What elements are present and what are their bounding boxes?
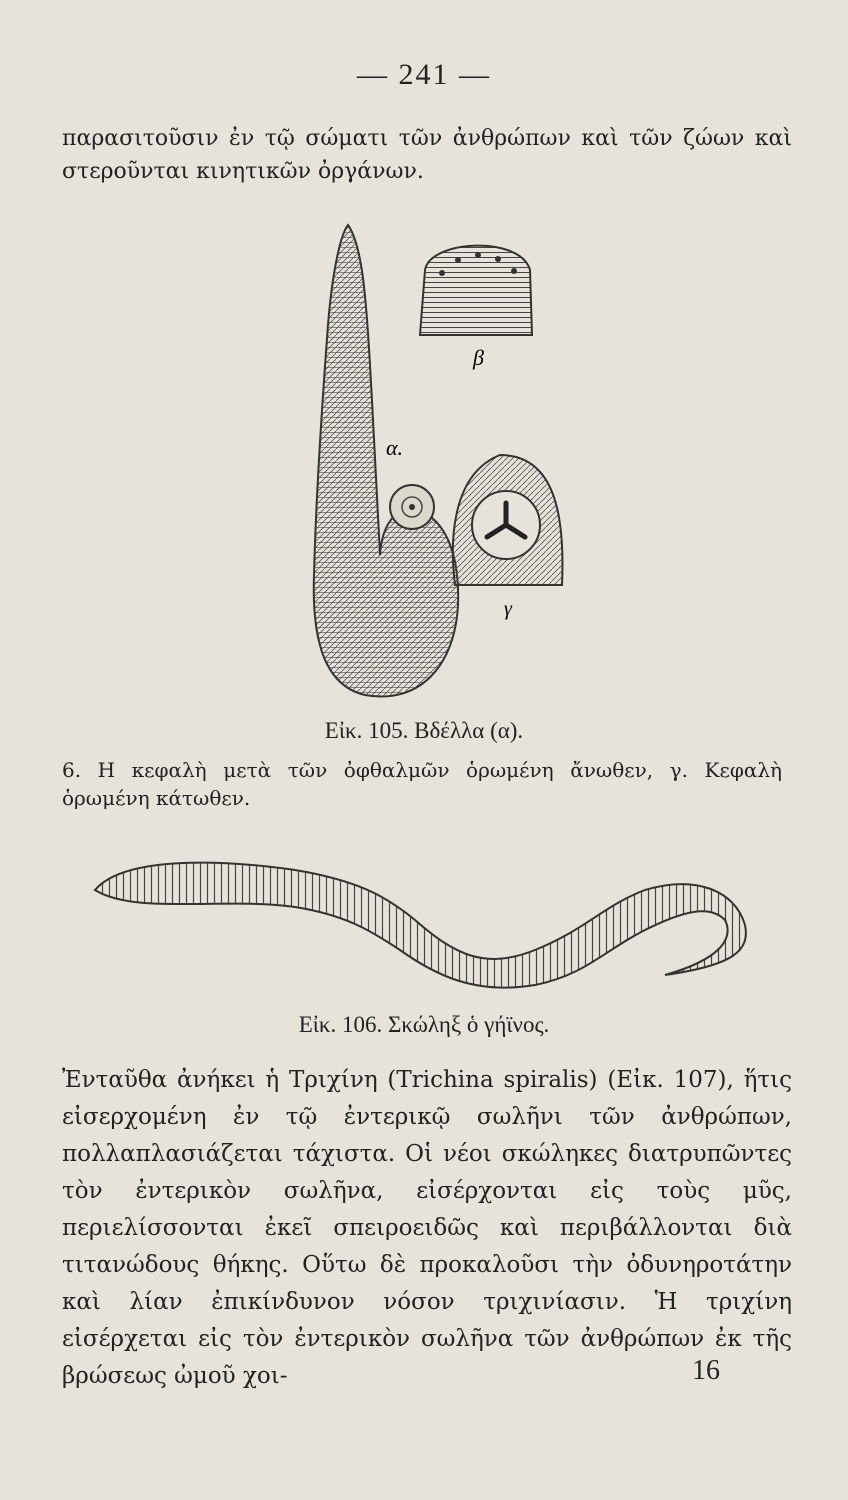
figure-106-caption: Εἰκ. 106. Σκώληξ ὁ γήϊνος. [298,1012,550,1037]
figure-105-caption: Εἰκ. 105. Βδέλλα (α). [324,718,524,743]
paragraph-top: παρασιτοῦσιν ἐν τῷ σώματι τῶν ἀνθρώπων καὶ τῶν ζώων καὶ στεροῦνται κινητικῶν ὀργάνων. [62,126,792,184]
leech-illustration [270,215,570,705]
label-a: α. [386,435,404,460]
paragraph-main: Ἐνταῦθα ἀνήκει ἡ Τριχίνη (Trichina spiralis) (Εἰκ. 107), ἥτις εἰσερχομένη ἐν τῷ ἐντερικῷ σωλῆνι τῶν ἀνθρώπων, πολλαπλασιάζεται τάχιστα. Οἱ νέοι σκώληκες διατρυπῶντες τὸν ἐντερικὸν σωλῆνα, εἰσέρχονται εἰς τοὺς μῦς, περιελίσσονται ἐκεῖ σπειροειδῶς καὶ περιβάλλονται διὰ τιτανώδους θήκης. Οὕτω δὲ προκαλοῦσι τὴν ὀδυνηροτάτην καὶ λίαν ἐπικίνδυνον νόσον τριχινίασιν. Ἡ τριχίνη εἰσέρχεται εἰς τὸν ἐντερικὸν σωλῆνα τῶν ἀνθρώπων ἐκ τῆς βρώσεως ὠμοῦ χοι- [62,1067,792,1389]
leech-head-above [420,246,532,335]
label-b: β [473,345,484,370]
earthworm-body [95,863,746,988]
earthworm-illustration [85,835,765,995]
figure-105-subcaption: 6. Η κεφαλὴ μετὰ τῶν ὀφθαλμῶν ὁρωμένη ἄνωθεν, γ. Κεφαλὴ ὁρωμένη κάτωθεν. [62,758,782,810]
page-number: — 241 — [357,58,491,91]
label-g: γ [504,598,512,620]
leech-head-below [453,455,563,585]
signature-mark: 16 [692,1355,720,1386]
